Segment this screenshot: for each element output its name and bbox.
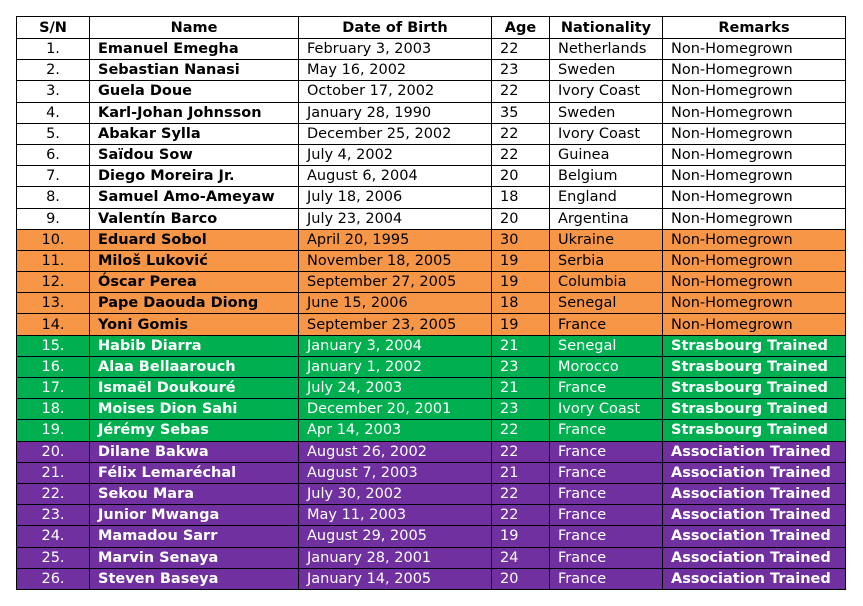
player-name: Jérémy Sebas — [90, 420, 299, 441]
date-of-birth: August 26, 2002 — [299, 441, 492, 462]
header-remarks: Remarks — [663, 17, 846, 39]
table-row — [17, 420, 846, 441]
age: 35 — [492, 102, 550, 123]
nationality: Netherlands — [550, 39, 663, 60]
remarks: Association Trained — [663, 483, 846, 504]
player-name: Habib Diarra — [90, 335, 299, 356]
age: 20 — [492, 568, 550, 589]
player-name: Moises Dion Sahi — [90, 399, 299, 420]
table-row — [17, 568, 846, 589]
table-row — [17, 399, 846, 420]
table-row — [17, 102, 846, 123]
row-sn: 20. — [17, 441, 90, 462]
age: 18 — [492, 293, 550, 314]
age: 19 — [492, 250, 550, 271]
player-name: Mamadou Sarr — [90, 526, 299, 547]
table-row — [17, 144, 846, 165]
player-name: Eduard Sobol — [90, 229, 299, 250]
header-nationality: Nationality — [550, 17, 663, 39]
remarks: Association Trained — [663, 547, 846, 568]
player-name: Saïdou Sow — [90, 144, 299, 165]
row-sn: 11. — [17, 250, 90, 271]
row-sn: 1. — [17, 39, 90, 60]
row-sn: 24. — [17, 526, 90, 547]
nationality: France — [550, 420, 663, 441]
age: 22 — [492, 505, 550, 526]
table-row — [17, 293, 846, 314]
row-sn: 25. — [17, 547, 90, 568]
nationality: Argentina — [550, 208, 663, 229]
table-row — [17, 208, 846, 229]
remarks: Strasbourg Trained — [663, 420, 846, 441]
player-name: Karl-Johan Johnsson — [90, 102, 299, 123]
row-sn: 3. — [17, 81, 90, 102]
age: 21 — [492, 462, 550, 483]
remarks: Non-Homegrown — [663, 166, 846, 187]
nationality: France — [550, 314, 663, 335]
table-row — [17, 483, 846, 504]
remarks: Association Trained — [663, 568, 846, 589]
age: 22 — [492, 39, 550, 60]
date-of-birth: August 7, 2003 — [299, 462, 492, 483]
header-date-of-birth: Date of Birth — [299, 17, 492, 39]
remarks: Non-Homegrown — [663, 187, 846, 208]
row-sn: 8. — [17, 187, 90, 208]
age: 19 — [492, 272, 550, 293]
table-row — [17, 356, 846, 377]
row-sn: 23. — [17, 505, 90, 526]
player-name: Pape Daouda Diong — [90, 293, 299, 314]
date-of-birth: Apr 14, 2003 — [299, 420, 492, 441]
row-sn: 12. — [17, 272, 90, 293]
nationality: Senegal — [550, 335, 663, 356]
age: 24 — [492, 547, 550, 568]
table-header-row — [17, 17, 846, 39]
age: 22 — [492, 483, 550, 504]
date-of-birth: September 23, 2005 — [299, 314, 492, 335]
nationality: Ivory Coast — [550, 399, 663, 420]
date-of-birth: July 4, 2002 — [299, 144, 492, 165]
player-name: Guela Doue — [90, 81, 299, 102]
age: 18 — [492, 187, 550, 208]
table-row — [17, 60, 846, 81]
player-name: Yoni Gomis — [90, 314, 299, 335]
nationality: France — [550, 568, 663, 589]
nationality: France — [550, 547, 663, 568]
remarks: Non-Homegrown — [663, 314, 846, 335]
date-of-birth: January 3, 2004 — [299, 335, 492, 356]
age: 19 — [492, 314, 550, 335]
remarks: Non-Homegrown — [663, 250, 846, 271]
remarks: Non-Homegrown — [663, 39, 846, 60]
nationality: Belgium — [550, 166, 663, 187]
age: 22 — [492, 81, 550, 102]
remarks: Non-Homegrown — [663, 102, 846, 123]
player-name: Sekou Mara — [90, 483, 299, 504]
remarks: Non-Homegrown — [663, 208, 846, 229]
player-name: Samuel Amo-Ameyaw — [90, 187, 299, 208]
age: 30 — [492, 229, 550, 250]
player-name: Ismaël Doukouré — [90, 378, 299, 399]
remarks: Strasbourg Trained — [663, 356, 846, 377]
remarks: Non-Homegrown — [663, 123, 846, 144]
table-row — [17, 547, 846, 568]
date-of-birth: July 24, 2003 — [299, 378, 492, 399]
age: 22 — [492, 144, 550, 165]
player-name: Steven Baseya — [90, 568, 299, 589]
table-row — [17, 441, 846, 462]
nationality: Serbia — [550, 250, 663, 271]
table-row — [17, 166, 846, 187]
nationality: Sweden — [550, 60, 663, 81]
table-row — [17, 335, 846, 356]
date-of-birth: December 25, 2002 — [299, 123, 492, 144]
date-of-birth: January 1, 2002 — [299, 356, 492, 377]
nationality: France — [550, 462, 663, 483]
player-name: Óscar Perea — [90, 272, 299, 293]
date-of-birth: September 27, 2005 — [299, 272, 492, 293]
player-name: Dilane Bakwa — [90, 441, 299, 462]
nationality: Columbia — [550, 272, 663, 293]
player-name: Alaa Bellaarouch — [90, 356, 299, 377]
row-sn: 6. — [17, 144, 90, 165]
table-row — [17, 229, 846, 250]
row-sn: 26. — [17, 568, 90, 589]
table-row — [17, 187, 846, 208]
remarks: Association Trained — [663, 505, 846, 526]
remarks: Association Trained — [663, 441, 846, 462]
nationality: Morocco — [550, 356, 663, 377]
date-of-birth: July 18, 2006 — [299, 187, 492, 208]
row-sn: 17. — [17, 378, 90, 399]
nationality: France — [550, 441, 663, 462]
date-of-birth: January 28, 1990 — [299, 102, 492, 123]
age: 20 — [492, 208, 550, 229]
date-of-birth: February 3, 2003 — [299, 39, 492, 60]
player-name: Junior Mwanga — [90, 505, 299, 526]
table-row — [17, 123, 846, 144]
date-of-birth: July 30, 2002 — [299, 483, 492, 504]
age: 23 — [492, 60, 550, 81]
player-name: Valentín Barco — [90, 208, 299, 229]
age: 19 — [492, 526, 550, 547]
nationality: Sweden — [550, 102, 663, 123]
remarks: Strasbourg Trained — [663, 399, 846, 420]
age: 21 — [492, 378, 550, 399]
nationality: France — [550, 526, 663, 547]
row-sn: 22. — [17, 483, 90, 504]
row-sn: 2. — [17, 60, 90, 81]
table-row — [17, 462, 846, 483]
table-row — [17, 39, 846, 60]
remarks: Strasbourg Trained — [663, 335, 846, 356]
row-sn: 10. — [17, 229, 90, 250]
date-of-birth: August 6, 2004 — [299, 166, 492, 187]
nationality: Guinea — [550, 144, 663, 165]
row-sn: 15. — [17, 335, 90, 356]
date-of-birth: April 20, 1995 — [299, 229, 492, 250]
row-sn: 16. — [17, 356, 90, 377]
table-row — [17, 505, 846, 526]
date-of-birth: August 29, 2005 — [299, 526, 492, 547]
nationality: Ukraine — [550, 229, 663, 250]
remarks: Non-Homegrown — [663, 144, 846, 165]
age: 22 — [492, 441, 550, 462]
player-name: Marvin Senaya — [90, 547, 299, 568]
nationality: Ivory Coast — [550, 81, 663, 102]
nationality: Ivory Coast — [550, 123, 663, 144]
date-of-birth: January 28, 2001 — [299, 547, 492, 568]
nationality: England — [550, 187, 663, 208]
table-row — [17, 272, 846, 293]
date-of-birth: January 14, 2005 — [299, 568, 492, 589]
header-name: Name — [90, 17, 299, 39]
remarks: Non-Homegrown — [663, 81, 846, 102]
age: 22 — [492, 420, 550, 441]
nationality: Senegal — [550, 293, 663, 314]
table-row — [17, 250, 846, 271]
age: 20 — [492, 166, 550, 187]
table-row — [17, 314, 846, 335]
header-age: Age — [492, 17, 550, 39]
nationality: France — [550, 483, 663, 504]
row-sn: 9. — [17, 208, 90, 229]
player-name: Emanuel Emegha — [90, 39, 299, 60]
remarks: Non-Homegrown — [663, 229, 846, 250]
nationality: France — [550, 505, 663, 526]
age: 22 — [492, 123, 550, 144]
remarks: Non-Homegrown — [663, 293, 846, 314]
row-sn: 5. — [17, 123, 90, 144]
nationality: France — [550, 378, 663, 399]
table-row — [17, 526, 846, 547]
table-row — [17, 81, 846, 102]
date-of-birth: July 23, 2004 — [299, 208, 492, 229]
date-of-birth: October 17, 2002 — [299, 81, 492, 102]
date-of-birth: June 15, 2006 — [299, 293, 492, 314]
table-row — [17, 378, 846, 399]
remarks: Strasbourg Trained — [663, 378, 846, 399]
age: 23 — [492, 399, 550, 420]
squad-table — [16, 16, 846, 590]
header-sn: S/N — [17, 17, 90, 39]
age: 23 — [492, 356, 550, 377]
squad-table-container — [16, 16, 846, 590]
remarks: Association Trained — [663, 462, 846, 483]
remarks: Non-Homegrown — [663, 272, 846, 293]
date-of-birth: May 16, 2002 — [299, 60, 492, 81]
table-body — [17, 39, 846, 590]
row-sn: 18. — [17, 399, 90, 420]
row-sn: 14. — [17, 314, 90, 335]
remarks: Non-Homegrown — [663, 60, 846, 81]
row-sn: 19. — [17, 420, 90, 441]
player-name: Diego Moreira Jr. — [90, 166, 299, 187]
row-sn: 4. — [17, 102, 90, 123]
player-name: Abakar Sylla — [90, 123, 299, 144]
age: 21 — [492, 335, 550, 356]
date-of-birth: December 20, 2001 — [299, 399, 492, 420]
row-sn: 13. — [17, 293, 90, 314]
player-name: Miloš Luković — [90, 250, 299, 271]
player-name: Félix Lemaréchal — [90, 462, 299, 483]
player-name: Sebastian Nanasi — [90, 60, 299, 81]
row-sn: 7. — [17, 166, 90, 187]
row-sn: 21. — [17, 462, 90, 483]
remarks: Association Trained — [663, 526, 846, 547]
date-of-birth: November 18, 2005 — [299, 250, 492, 271]
date-of-birth: May 11, 2003 — [299, 505, 492, 526]
